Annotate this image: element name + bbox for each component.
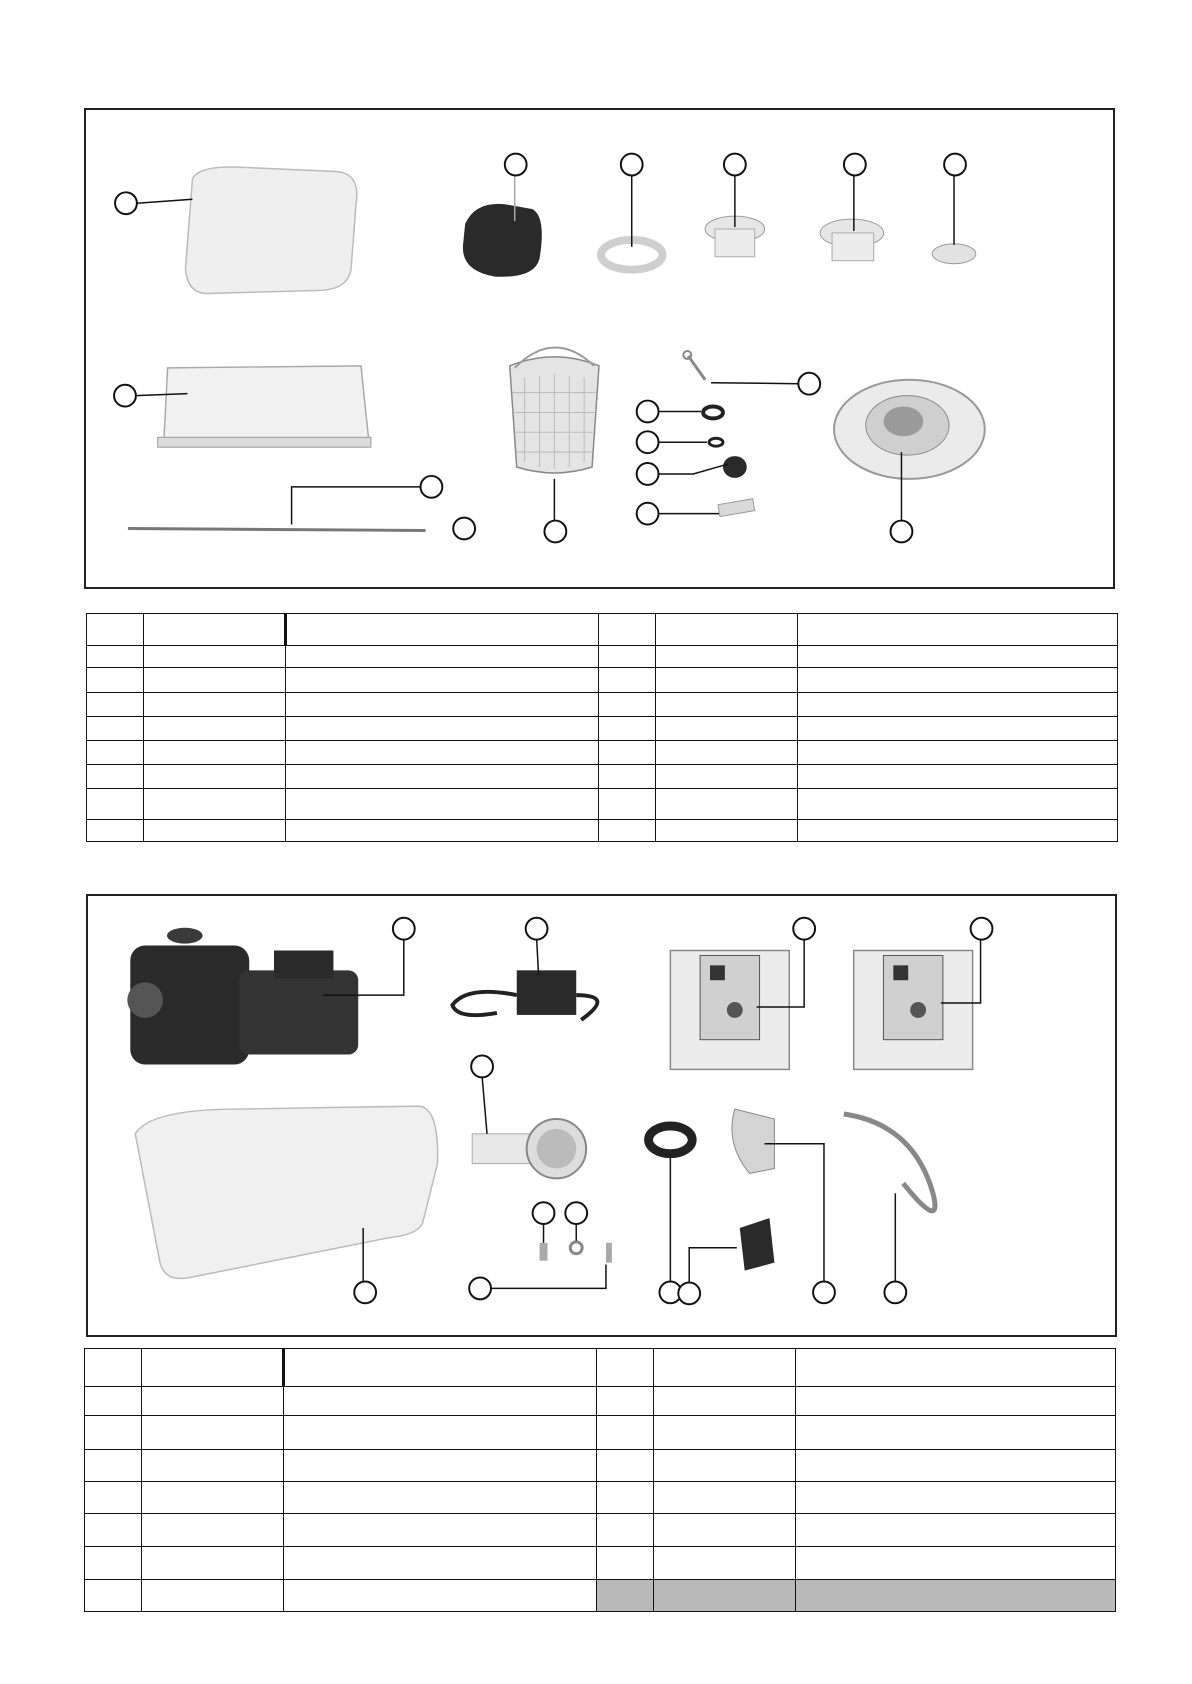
table-cell xyxy=(654,1416,796,1450)
table-cell xyxy=(796,1482,1116,1514)
control-box-part xyxy=(854,951,973,1070)
skimmer-flap-part xyxy=(164,366,369,445)
table-cell xyxy=(87,614,144,646)
pump-part xyxy=(127,928,358,1065)
callout-circle xyxy=(884,1281,906,1303)
table-row xyxy=(85,1547,1116,1580)
callout-circle xyxy=(533,1202,555,1224)
table-cell xyxy=(286,693,599,717)
table-cell xyxy=(142,1482,284,1514)
nut-part xyxy=(723,456,747,478)
anchor-part xyxy=(718,499,755,517)
table-cell xyxy=(654,1514,796,1547)
table-row xyxy=(87,646,1118,668)
table-cell xyxy=(656,668,798,693)
table-cell xyxy=(656,614,798,646)
parts-diagram-1-drawing xyxy=(86,110,1113,587)
callout-circle xyxy=(724,154,746,176)
table-cell xyxy=(144,789,286,820)
callout-circle xyxy=(637,503,659,525)
table-cell xyxy=(144,741,286,765)
callout-circle xyxy=(944,154,966,176)
table-row xyxy=(85,1450,1116,1482)
table-cell xyxy=(599,765,656,789)
table-cell xyxy=(599,741,656,765)
table-cell xyxy=(144,765,286,789)
table-cell xyxy=(654,1450,796,1482)
callout-circle xyxy=(891,521,913,543)
key-part xyxy=(688,356,705,380)
callout-circle xyxy=(471,1056,493,1078)
skimmer-lid-part xyxy=(185,167,356,293)
table-cell xyxy=(597,1514,654,1547)
table-cell xyxy=(85,1416,142,1450)
hose-part xyxy=(844,1114,935,1211)
callout-circle xyxy=(526,918,548,940)
table-cell xyxy=(798,668,1118,693)
table-cell xyxy=(656,717,798,741)
table-row xyxy=(85,1482,1116,1514)
callout-circle xyxy=(453,518,475,540)
callout-circle xyxy=(544,521,566,543)
callout-circle xyxy=(637,401,659,423)
table-cell xyxy=(656,741,798,765)
parts-diagram-panel-2 xyxy=(86,894,1117,1337)
table-cell xyxy=(286,646,599,668)
table-cell xyxy=(286,668,599,693)
table-cell xyxy=(656,693,798,717)
table-cell xyxy=(142,1416,284,1450)
table-cell xyxy=(656,765,798,789)
plug-part xyxy=(932,244,976,264)
table-cell xyxy=(87,693,144,717)
pump-cover-part xyxy=(135,1106,437,1278)
table-cell xyxy=(656,646,798,668)
callout-circle xyxy=(678,1282,700,1304)
parts-table-2 xyxy=(84,1348,1116,1612)
table-row xyxy=(87,820,1118,842)
table-cell xyxy=(798,717,1118,741)
table-cell xyxy=(85,1482,142,1514)
callout-circle xyxy=(393,918,415,940)
table-cell xyxy=(597,1482,654,1514)
table-cell xyxy=(142,1514,284,1547)
table-cell xyxy=(656,789,798,820)
callout-circle xyxy=(505,154,527,176)
callout-circle xyxy=(971,918,993,940)
rod-part xyxy=(128,528,426,530)
table-cell xyxy=(284,1416,597,1450)
callout-circle xyxy=(565,1202,587,1224)
table-cell xyxy=(286,820,599,842)
table-row xyxy=(87,789,1118,820)
table-cell xyxy=(599,789,656,820)
table-cell xyxy=(599,820,656,842)
table-cell xyxy=(85,1349,142,1387)
bolt-part xyxy=(606,1243,612,1263)
table-cell xyxy=(286,789,599,820)
table-cell xyxy=(796,1349,1116,1387)
table-cell xyxy=(144,693,286,717)
gasket-part xyxy=(649,1126,693,1154)
table-cell-shaded xyxy=(796,1580,1116,1612)
table-cell xyxy=(654,1547,796,1580)
table-cell-shaded xyxy=(654,1580,796,1612)
callout-circle xyxy=(798,373,820,395)
table-cell xyxy=(142,1450,284,1482)
table-cell xyxy=(286,765,599,789)
table-cell xyxy=(144,646,286,668)
callout-circle xyxy=(637,463,659,485)
parts-table-1 xyxy=(86,613,1118,842)
table-cell xyxy=(142,1349,284,1387)
callout-circle xyxy=(114,385,136,407)
parts-diagram-panel-1 xyxy=(84,108,1115,589)
table-row xyxy=(85,1416,1116,1450)
table-cell xyxy=(284,1450,597,1482)
callout-circle xyxy=(793,918,815,940)
table-cell xyxy=(87,717,144,741)
table-cell xyxy=(654,1349,796,1387)
table-cell xyxy=(144,820,286,842)
table-cell xyxy=(142,1580,284,1612)
table-cell xyxy=(597,1416,654,1450)
table-cell xyxy=(284,1482,597,1514)
callout-circle xyxy=(469,1278,491,1300)
table-row xyxy=(87,717,1118,741)
table-cell xyxy=(87,789,144,820)
nut-part xyxy=(570,1242,582,1254)
transformer-part xyxy=(452,970,597,1020)
table-row xyxy=(85,1580,1116,1612)
table-cell xyxy=(796,1387,1116,1416)
table-row xyxy=(85,1514,1116,1547)
table-cell-shaded xyxy=(597,1580,654,1612)
nozzle-part xyxy=(472,1119,586,1178)
table-cell xyxy=(654,1387,796,1416)
table-row xyxy=(87,765,1118,789)
table-cell xyxy=(597,1387,654,1416)
table-cell xyxy=(798,741,1118,765)
table-cell xyxy=(656,820,798,842)
table-cell xyxy=(286,741,599,765)
table-cell xyxy=(144,668,286,693)
table-cell xyxy=(284,1580,597,1612)
table-cell xyxy=(87,765,144,789)
table-cell xyxy=(85,1547,142,1580)
table-cell xyxy=(796,1416,1116,1450)
table-cell xyxy=(85,1514,142,1547)
table-cell xyxy=(599,646,656,668)
table-header-row xyxy=(85,1349,1116,1387)
washer-part xyxy=(703,407,723,419)
gasket-part xyxy=(463,204,542,277)
table-cell xyxy=(284,1547,597,1580)
table-cell xyxy=(87,820,144,842)
table-cell xyxy=(798,693,1118,717)
table-cell xyxy=(798,820,1118,842)
table-cell xyxy=(142,1387,284,1416)
table-cell xyxy=(654,1482,796,1514)
washer-part xyxy=(709,438,723,446)
table-cell xyxy=(85,1580,142,1612)
table-cell xyxy=(796,1450,1116,1482)
table-cell xyxy=(599,614,656,646)
table-cell xyxy=(796,1547,1116,1580)
table-cell xyxy=(796,1514,1116,1547)
table-cell xyxy=(798,765,1118,789)
table-cell xyxy=(142,1547,284,1580)
callout-circle xyxy=(813,1281,835,1303)
parts-diagram-2-drawing xyxy=(88,896,1115,1335)
table-cell xyxy=(85,1450,142,1482)
callout-circle xyxy=(421,476,443,498)
table-cell xyxy=(286,614,599,646)
table-cell xyxy=(87,668,144,693)
table-cell xyxy=(798,646,1118,668)
table-header-row xyxy=(87,614,1118,646)
callout-circle xyxy=(115,192,137,214)
table-cell xyxy=(87,646,144,668)
table-cell xyxy=(599,668,656,693)
callout-circle xyxy=(637,431,659,453)
table-cell xyxy=(284,1387,597,1416)
callout-circle xyxy=(844,154,866,176)
table-row xyxy=(85,1387,1116,1416)
table-cell xyxy=(597,1547,654,1580)
table-cell xyxy=(599,693,656,717)
table-cell xyxy=(144,614,286,646)
table-row xyxy=(87,693,1118,717)
table-cell xyxy=(798,789,1118,820)
table-cell xyxy=(597,1450,654,1482)
cone-part xyxy=(732,1109,774,1173)
screw-part xyxy=(540,1243,548,1261)
callout-circle xyxy=(354,1281,376,1303)
table-cell xyxy=(87,741,144,765)
table-cell xyxy=(284,1514,597,1547)
plug-part xyxy=(740,1218,775,1271)
control-box-part xyxy=(670,951,789,1070)
table-cell xyxy=(284,1349,597,1387)
table-cell xyxy=(599,717,656,741)
table-cell xyxy=(144,717,286,741)
callout-circle xyxy=(621,154,643,176)
table-row xyxy=(87,741,1118,765)
table-cell xyxy=(85,1387,142,1416)
table-cell xyxy=(798,614,1118,646)
table-cell xyxy=(597,1349,654,1387)
table-row xyxy=(87,668,1118,693)
table-cell xyxy=(286,717,599,741)
